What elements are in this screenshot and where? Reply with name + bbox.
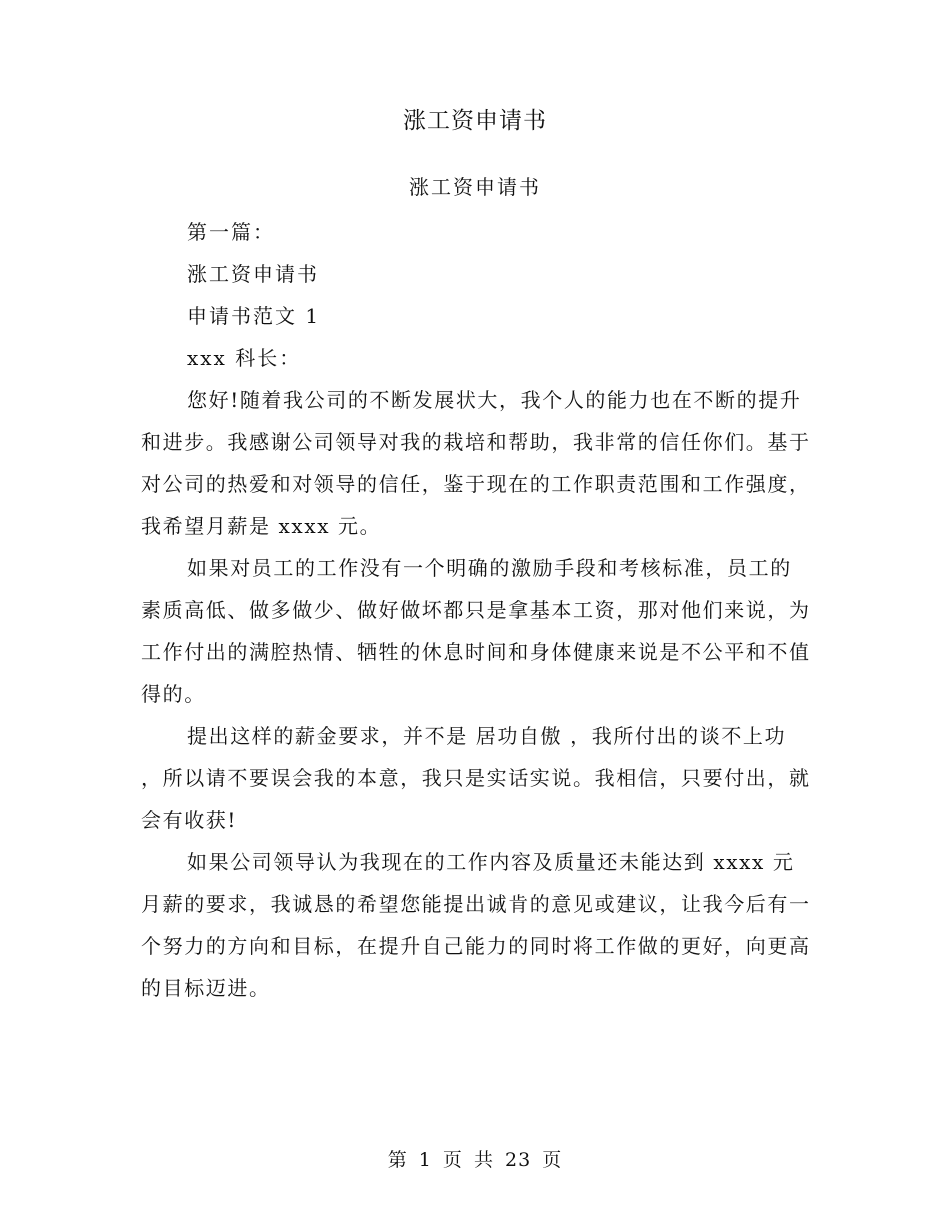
document-subtitle: 涨工资申请书 bbox=[409, 175, 541, 199]
paragraph: 提出这样的薪金要求，并不是 居功自傲 ，我所付出的谈不上功 ，所以请不要误会我的本意，我只是实话实说。我相信，只要付出，就会有收获! bbox=[141, 724, 811, 832]
sample-label: 申请书范文 1 bbox=[187, 304, 321, 328]
document-body bbox=[141, 211, 811, 1009]
page-footer: 第 1 页 共 23 页 bbox=[387, 1149, 563, 1171]
document-title: 涨工资申请书 bbox=[403, 108, 547, 134]
paragraph: 您好!随着我公司的不断发展状大，我个人的能力也在不断的提升和进步。我感谢公司领导对我的栽培和帮助，我非常的信任你们。基于对公司的热爱和对领导的信任，鉴于现在的工作职责范围和工作强度，我希望月薪是 xxxx 元。 bbox=[141, 388, 811, 538]
section-label: 第一篇： bbox=[187, 220, 275, 244]
paragraph: 如果对员工的工作没有一个明确的激励手段和考核标准，员工的素质高低、做多做少、做好做坏都只是拿基本工资，那对他们来说，为工作付出的满腔热情、牺牲的休息时间和身体健康来说是不公平和不值得的。 bbox=[141, 556, 811, 706]
section-heading: 涨工资申请书 bbox=[187, 262, 319, 286]
salutation: xxx 科长： bbox=[187, 346, 302, 370]
paragraph: 如果公司领导认为我现在的工作内容及质量还未能达到 xxxx 元月薪的要求，我诚恳的希望您能提出诚肯的意见或建议，让我今后有一个努力的方向和目标，在提升自己能力的同时将工作做的更好，向更高的目标迈进。 bbox=[141, 850, 811, 1000]
